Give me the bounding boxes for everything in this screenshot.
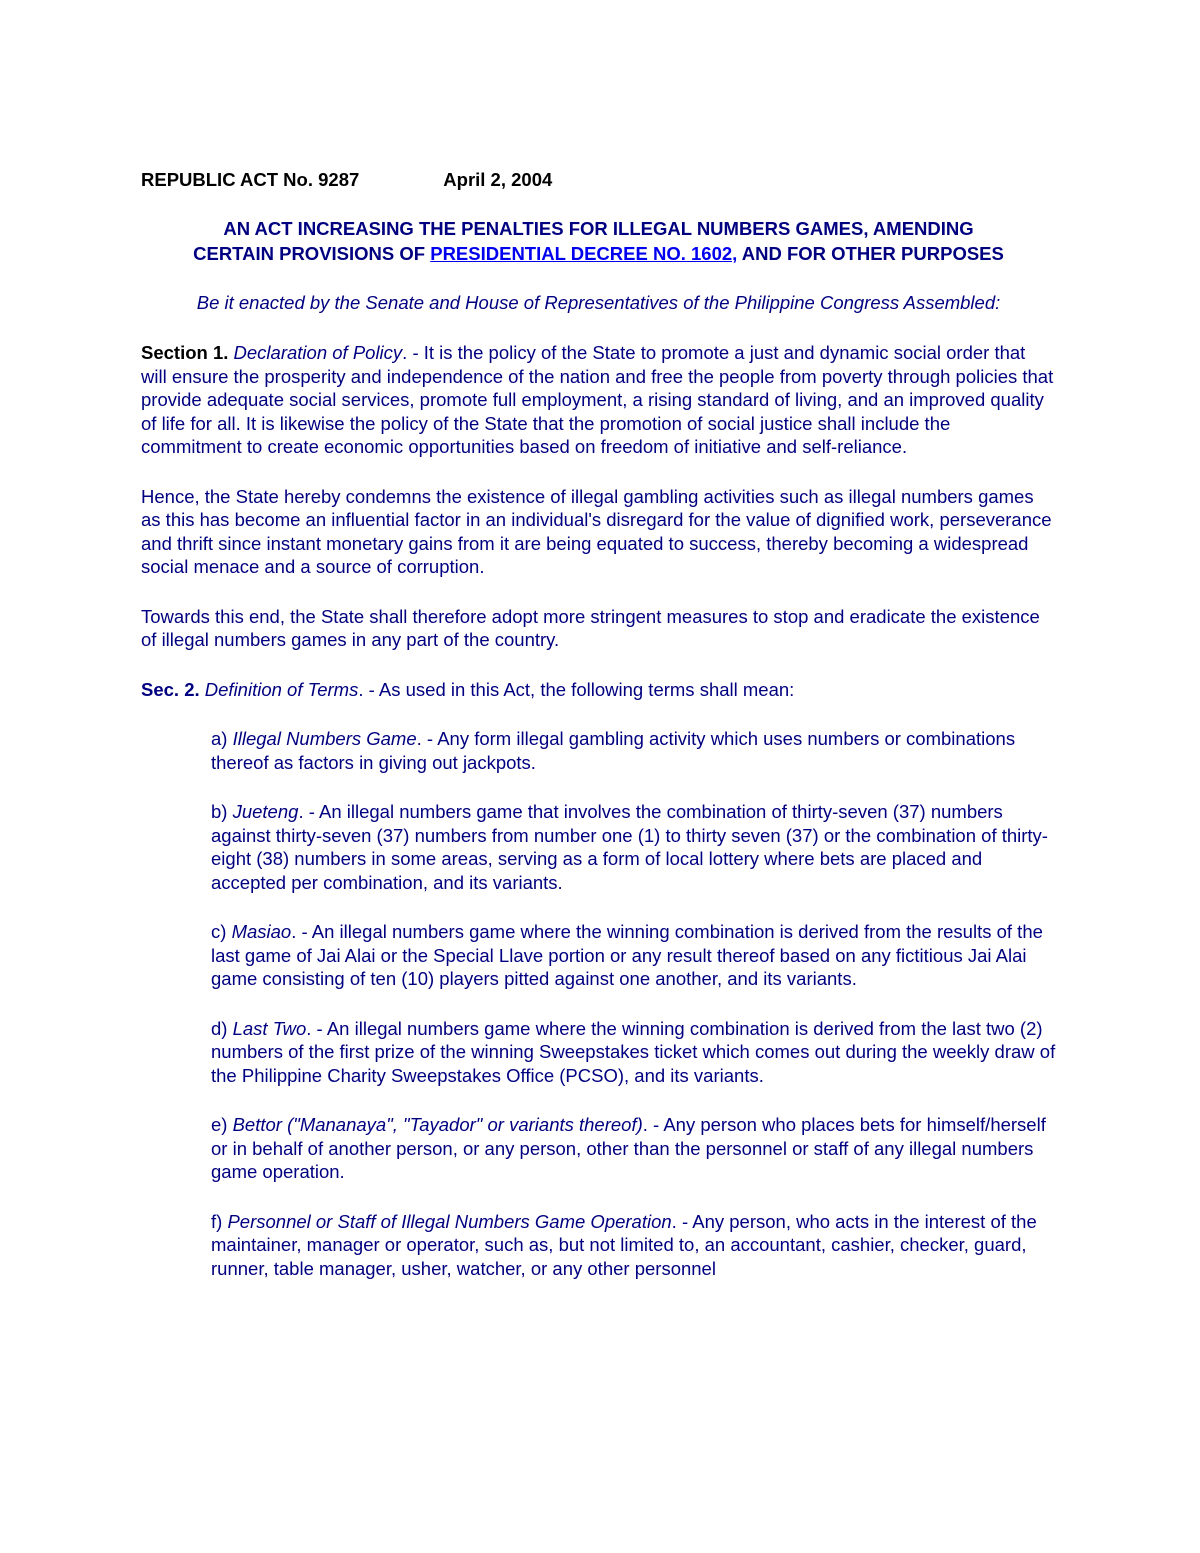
section-2-paragraph [141,678,1056,702]
definition-text: . - An illegal numbers game where the winning combination is derived from the results of the last game of Jai Alai or the Special Llave portion or any result thereof based on any fictitious Jai Alai game consisting of ten (10) players pitted against one another, and its variants. [211,921,1043,989]
definition-text: . - An illegal numbers game where the winning combination is derived from the last two (2) numbers of the first prize of the winning Sweepstakes ticket which comes out during the weekly draw of the Philippine Charity Sweepstakes Office (PCSO), and its variants. [211,1017,1056,1086]
definition-text: . - Any person, who acts in the interest of the maintainer, manager or operator, such as, but not limited to, an accountant, cashier, checker, guard, runner, table manager, usher, watcher, or any other personnel [211,1210,1037,1279]
act-title [141,216,1056,266]
definition-term: Bettor ("Mananaya", "Tayador" or variants thereof) [232,1114,643,1135]
definition-item [211,727,1056,774]
definition-term: Last Two [232,1017,307,1039]
definition-item [211,920,1056,991]
definition-item [211,1210,1056,1281]
section-1-paragraph [141,341,1056,459]
section-1-term: Declaration of Policy [233,342,403,363]
presidential-decree-link[interactable]: PRESIDENTIAL DECREE NO. 1602, [430,242,738,264]
definition-prefix: c) [211,921,232,942]
act-header [141,168,1056,192]
section-1-paragraph-2: Hence, the State hereby condemns the existence of illegal gambling activities such as illegal numbers games as this has become an influential factor in an individual's disregard for the value of dignified work, perseverance and thrift since instant monetary gains from it are being equated to success, thereby becoming a widespread social menace and a source of corruption. [141,485,1052,577]
section-2-text: . - As used in this Act, the following terms shall mean: [358,678,795,700]
title-line-1: AN ACT INCREASING THE PENALTIES FOR ILLEGAL NUMBERS GAMES, AMENDING [223,217,974,239]
section-2-term: Definition of Terms [204,678,359,700]
act-number: REPUBLIC ACT No. 9287 [141,169,360,190]
act-date: April 2, 2004 [443,169,553,190]
definition-prefix: e) [211,1114,233,1135]
definition-item [211,1113,1056,1184]
definition-term: Masiao [231,921,292,942]
definition-text: . - An illegal numbers game that involves the combination of thirty-seven (37) numbers against thirty-seven (37) numbers from number one (1) to thirty seven (37) or the combination of thirty-eight (38) numbers in some areas, serving as a form of local lottery where bets are placed and accepted per combination, and its variants. [211,801,1048,893]
definition-term: Personnel or Staff of Illegal Numbers Game Operation [227,1210,672,1232]
definition-prefix: b) [211,801,233,822]
document-page [141,168,1056,1306]
definition-text: . - Any person who places bets for himself/herself or in behalf of another person, or any person, other than the personnel or staff of any illegal numbers game operation. [211,1114,1046,1182]
definition-prefix: f) [211,1210,228,1232]
definition-text: . - Any form illegal gambling activity which uses numbers or combinations thereof as factors in giving out jackpots. [211,728,1016,773]
definition-term: Jueteng [232,801,299,822]
section-1-paragraph-3: Towards this end, the State shall therefore adopt more stringent measures to stop and eradicate the existence of illegal numbers games in any part of the country. [141,605,1040,650]
definition-term: Illegal Numbers Game [232,728,417,749]
definition-prefix: d) [211,1017,233,1039]
definition-item [211,1017,1056,1088]
section-1-label: Section 1. [141,342,229,363]
section-2-label: Sec. 2. [141,678,200,700]
title-prefix: CERTAIN PROVISIONS OF [193,242,431,264]
section-1-text: . - It is the policy of the State to promote a just and dynamic social order that will ensure the prosperity and independence of the nation and free the people from poverty through policies that provide adequate social services, promote full employment, a rising standard of living, and an improved quality of life for all. It is likewise the policy of the State that the promotion of social justice shall include the commitment to create economic opportunities based on freedom of initiative and self-reliance. [141,342,1054,457]
definition-prefix: a) [211,728,233,749]
title-line-2 [141,241,1056,266]
title-suffix: AND FOR OTHER PURPOSES [737,242,1004,264]
definition-item [211,800,1056,894]
enacting-clause: Be it enacted by the Senate and House of Representatives of the Philippine Congress Assembled: [196,291,1001,313]
